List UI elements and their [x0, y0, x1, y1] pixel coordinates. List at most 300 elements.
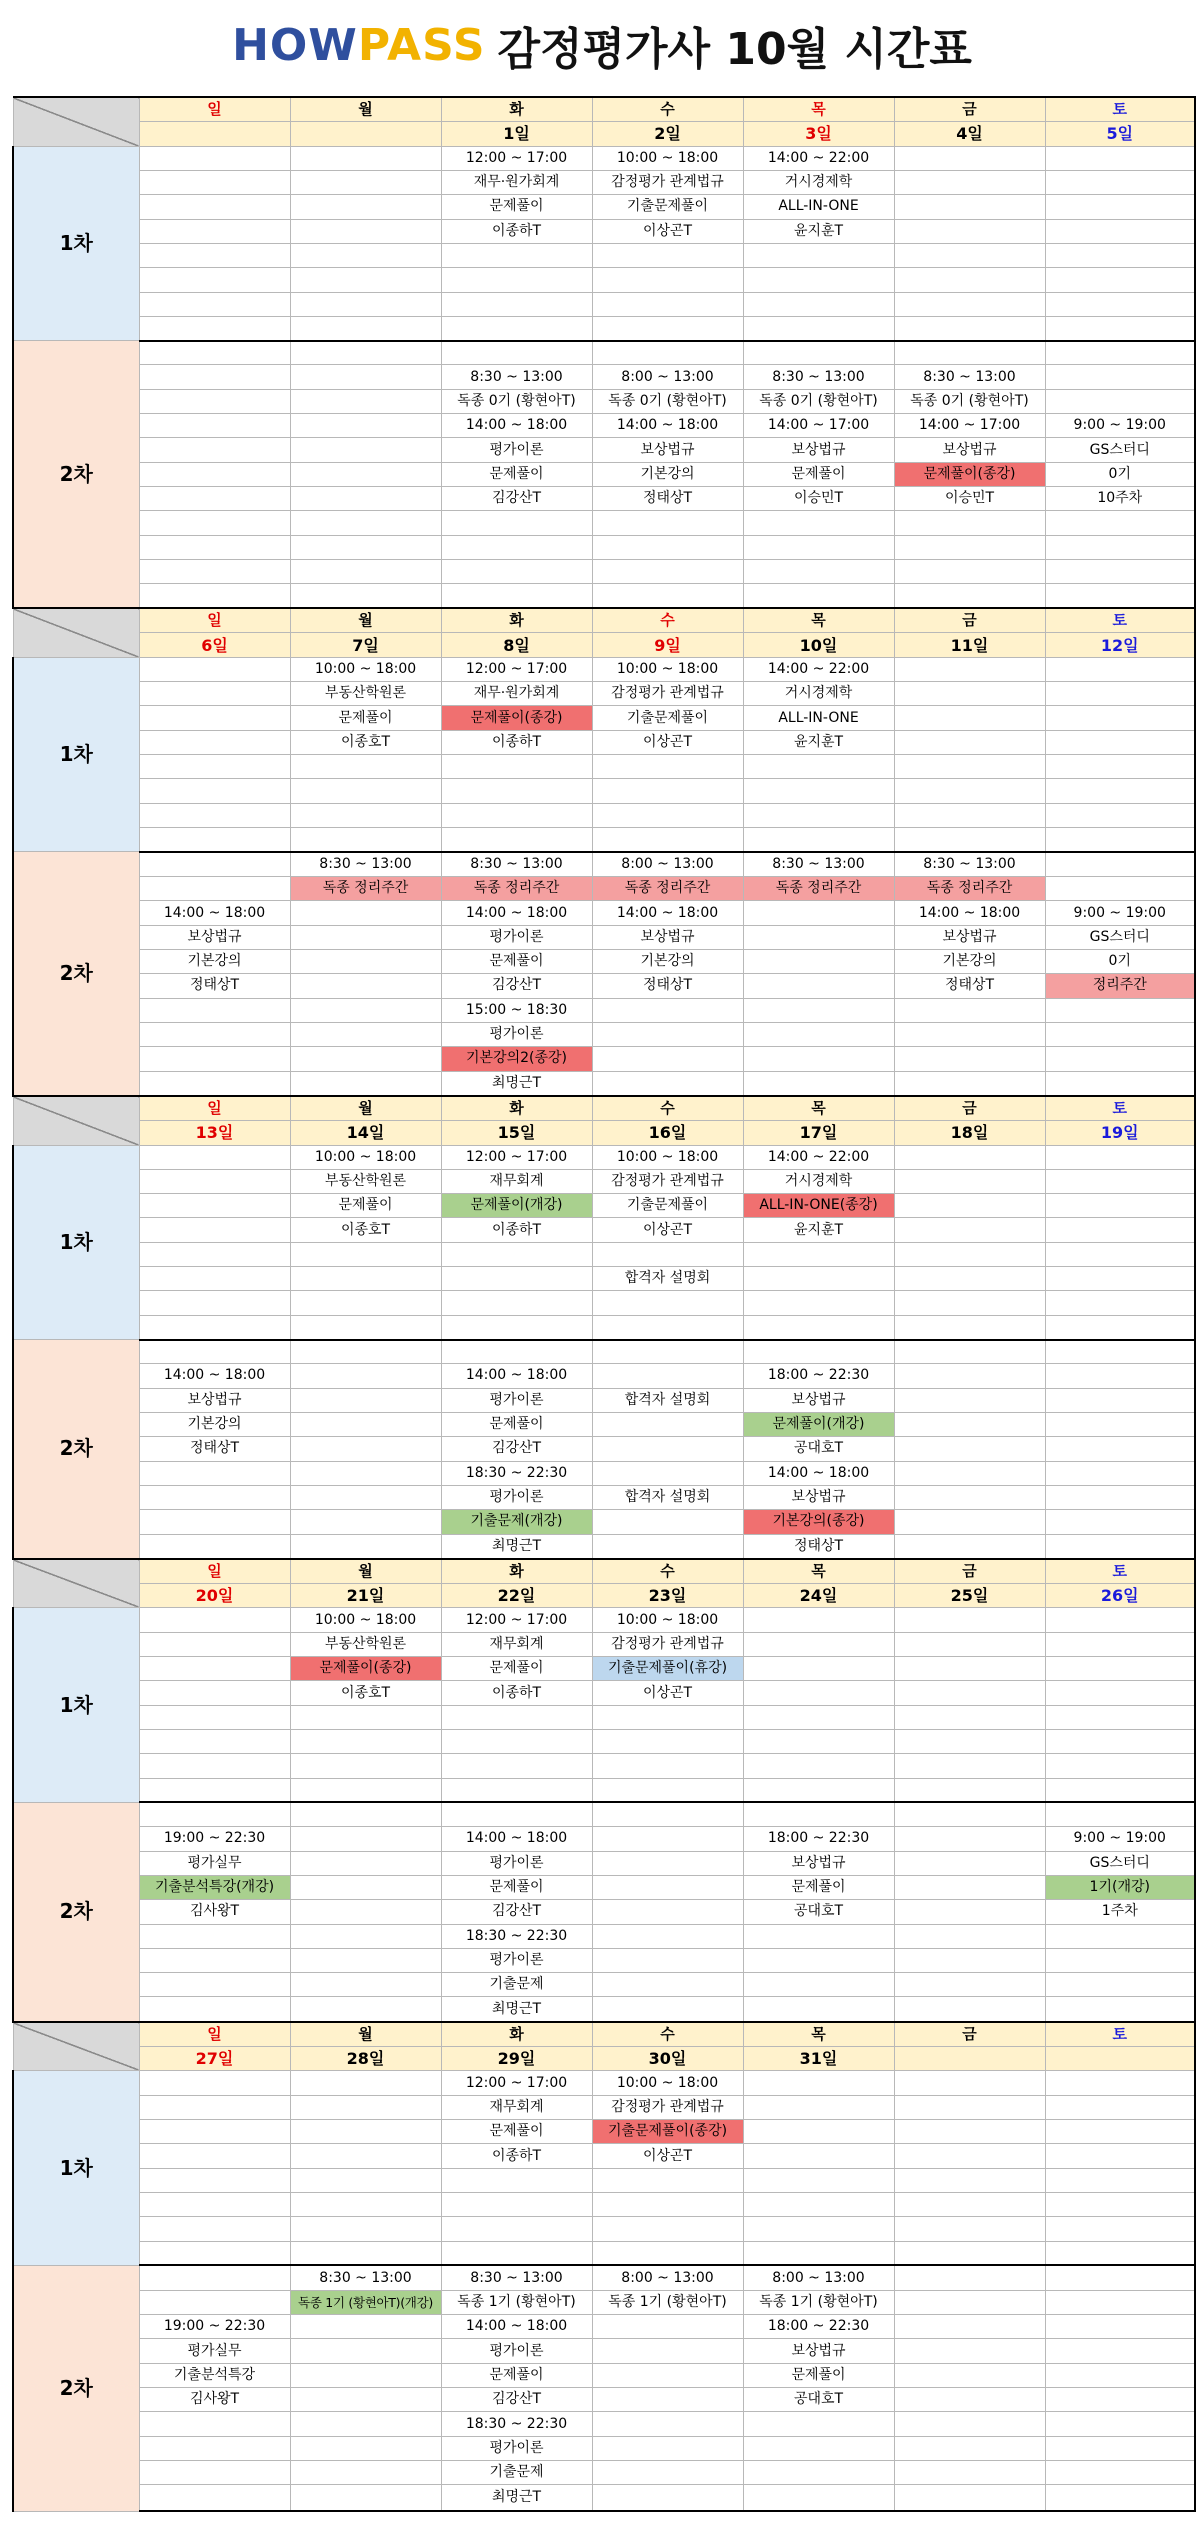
schedule-cell [894, 170, 1045, 194]
schedule-cell [592, 1851, 743, 1875]
schedule-cell [592, 1364, 743, 1388]
schedule-cell [139, 414, 290, 438]
schedule-cell [894, 1194, 1045, 1218]
schedule-cell [894, 2193, 1045, 2217]
schedule-cell [1045, 268, 1195, 292]
schedule-cell: 기출문제풀이 [592, 706, 743, 730]
schedule-cell [743, 2120, 894, 2144]
schedule-row [13, 706, 1195, 730]
date-header [139, 122, 290, 146]
schedule-cell: 문제풀이 [743, 462, 894, 486]
schedule-row [13, 2071, 1195, 2095]
date-header: 31일 [743, 2047, 894, 2071]
schedule-cell [894, 1900, 1045, 1924]
schedule-row [13, 2193, 1195, 2217]
schedule-cell: 보상법규 [592, 438, 743, 462]
schedule-cell [592, 243, 743, 267]
schedule-cell: 8:30 ~ 13:00 [894, 365, 1045, 389]
schedule-cell: 18:00 ~ 22:30 [743, 1827, 894, 1851]
schedule-row [13, 2363, 1195, 2387]
schedule-cell: 독종 정리주간 [592, 877, 743, 901]
schedule-cell: GS스터디 [1045, 438, 1195, 462]
schedule-cell [290, 584, 441, 608]
schedule-cell [139, 2217, 290, 2241]
schedule-cell [592, 1022, 743, 1046]
schedule-row [13, 487, 1195, 511]
schedule-cell [139, 657, 290, 681]
schedule-cell [894, 2436, 1045, 2460]
schedule-cell [1045, 1388, 1195, 1412]
schedule-cell: 독종 0기 (황현아T) [894, 389, 1045, 413]
schedule-cell: 이상곤T [592, 219, 743, 243]
schedule-cell: 정태상T [592, 974, 743, 998]
schedule-cell: 기출문제 [441, 1973, 592, 1997]
schedule-cell [1045, 1802, 1195, 1826]
schedule-cell [743, 1242, 894, 1266]
weekday-header: 금 [894, 97, 1045, 122]
schedule-cell [1045, 559, 1195, 583]
schedule-cell [592, 1997, 743, 2022]
schedule-cell [290, 268, 441, 292]
schedule-cell: 기출분석특강(개강) [139, 1875, 290, 1899]
schedule-cell: 8:00 ~ 13:00 [592, 852, 743, 877]
schedule-cell: 8:00 ~ 13:00 [592, 365, 743, 389]
schedule-cell [592, 1924, 743, 1948]
weekday-row [13, 1096, 1195, 1121]
schedule-row [13, 1437, 1195, 1461]
weekday-header: 월 [290, 97, 441, 122]
schedule-cell: 문제풀이 [441, 1657, 592, 1681]
schedule-cell [743, 2460, 894, 2484]
schedule-cell [290, 1071, 441, 1096]
schedule-cell [1045, 1267, 1195, 1291]
schedule-row [13, 1900, 1195, 1924]
schedule-cell [743, 925, 894, 949]
schedule-cell [1045, 803, 1195, 827]
schedule-cell [290, 1778, 441, 1802]
schedule-cell: 8:00 ~ 13:00 [743, 2265, 894, 2290]
schedule-cell: 19:00 ~ 22:30 [139, 2315, 290, 2339]
schedule-cell [1045, 1632, 1195, 1656]
schedule-cell [1045, 1778, 1195, 1802]
schedule-cell: 재무·원가회계 [441, 170, 592, 194]
schedule-cell [1045, 2363, 1195, 2387]
schedule-cell [743, 1973, 894, 1997]
schedule-row [13, 1194, 1195, 1218]
schedule-cell: 10:00 ~ 18:00 [592, 1608, 743, 1632]
schedule-cell [1045, 170, 1195, 194]
schedule-row [13, 1948, 1195, 1972]
session-label: 2차 [13, 341, 139, 608]
schedule-cell [290, 2363, 441, 2387]
schedule-cell: ALL-IN-ONE [743, 195, 894, 219]
schedule-cell [894, 1778, 1045, 1802]
schedule-row [13, 1997, 1195, 2022]
schedule-cell [139, 268, 290, 292]
schedule-cell [139, 1047, 290, 1071]
schedule-cell [894, 730, 1045, 754]
schedule-cell [290, 754, 441, 778]
schedule-cell [743, 1267, 894, 1291]
schedule-cell [743, 1802, 894, 1826]
schedule-cell [1045, 1730, 1195, 1754]
schedule-cell [139, 2120, 290, 2144]
session-label: 2차 [13, 1340, 139, 1559]
schedule-row [13, 1412, 1195, 1436]
schedule-cell [290, 974, 441, 998]
schedule-cell [592, 2193, 743, 2217]
schedule-cell [743, 584, 894, 608]
schedule-row [13, 1754, 1195, 1778]
schedule-cell [139, 584, 290, 608]
schedule-cell [743, 1632, 894, 1656]
schedule-cell: 윤지훈T [743, 1218, 894, 1242]
schedule-cell: 감정평가 관계법규 [592, 1632, 743, 1656]
schedule-row [13, 1242, 1195, 1266]
page-title [0, 0, 1204, 90]
schedule-cell [743, 1047, 894, 1071]
schedule-cell [139, 2436, 290, 2460]
schedule-cell [290, 1364, 441, 1388]
schedule-cell [1045, 827, 1195, 851]
schedule-cell [894, 1948, 1045, 1972]
schedule-cell [441, 2168, 592, 2192]
schedule-cell: 독종 0기 (황현아T) [441, 389, 592, 413]
schedule-cell [290, 1047, 441, 1071]
schedule-row [13, 1047, 1195, 1071]
schedule-cell: 문제풀이 [441, 1875, 592, 1899]
schedule-cell: 최명근T [441, 1534, 592, 1559]
weekday-header: 수 [592, 1096, 743, 1121]
schedule-cell: 기본강의 [592, 462, 743, 486]
schedule-cell [290, 535, 441, 559]
schedule-cell: 0기 [1045, 949, 1195, 973]
schedule-cell: 8:30 ~ 13:00 [290, 2265, 441, 2290]
schedule-cell [743, 2144, 894, 2168]
schedule-cell [139, 1022, 290, 1046]
schedule-cell: 10주차 [1045, 487, 1195, 511]
schedule-cell [290, 1948, 441, 1972]
schedule-cell [743, 1948, 894, 1972]
date-header [290, 122, 441, 146]
schedule-row [13, 1291, 1195, 1315]
schedule-cell [139, 754, 290, 778]
schedule-cell: 재무회계 [441, 1169, 592, 1193]
schedule-cell [894, 1730, 1045, 1754]
schedule-cell [139, 2241, 290, 2265]
schedule-cell: 재무회계 [441, 1632, 592, 1656]
schedule-cell [139, 146, 290, 170]
schedule-cell [743, 511, 894, 535]
schedule-cell [894, 316, 1045, 340]
schedule-cell [592, 2436, 743, 2460]
schedule-row [13, 998, 1195, 1022]
schedule-cell [894, 2460, 1045, 2484]
corner-cell [13, 2022, 139, 2071]
schedule-cell [290, 803, 441, 827]
schedule-cell [1045, 389, 1195, 413]
schedule-cell: 거시경제학 [743, 170, 894, 194]
schedule-cell [894, 2485, 1045, 2511]
schedule-cell [1045, 877, 1195, 901]
schedule-row [13, 2168, 1195, 2192]
weekday-header: 수 [592, 2022, 743, 2047]
date-header [1045, 2047, 1195, 2071]
schedule-row [13, 730, 1195, 754]
schedule-cell: 거시경제학 [743, 1169, 894, 1193]
schedule-cell [894, 1924, 1045, 1948]
schedule-row [13, 877, 1195, 901]
date-row [13, 122, 1195, 146]
schedule-row [13, 1705, 1195, 1729]
schedule-cell [1045, 1461, 1195, 1485]
date-header: 12일 [1045, 633, 1195, 657]
schedule-cell: 14:00 ~ 17:00 [743, 414, 894, 438]
schedule-cell [894, 1802, 1045, 1826]
schedule-cell [1045, 1437, 1195, 1461]
schedule-cell: 문제풀이(개강) [743, 1412, 894, 1436]
schedule-cell: 18:30 ~ 22:30 [441, 1924, 592, 1948]
schedule-cell [592, 1534, 743, 1559]
schedule-cell [1045, 2144, 1195, 2168]
schedule-row [13, 268, 1195, 292]
schedule-cell [1045, 365, 1195, 389]
schedule-cell [894, 2265, 1045, 2290]
schedule-cell [894, 657, 1045, 681]
schedule-cell [894, 1997, 1045, 2022]
schedule-cell [894, 292, 1045, 316]
schedule-cell: 문제풀이 [441, 195, 592, 219]
schedule-cell: 공대호T [743, 1900, 894, 1924]
schedule-cell [139, 316, 290, 340]
schedule-cell [894, 1973, 1045, 1997]
schedule-cell [290, 949, 441, 973]
schedule-cell [1045, 316, 1195, 340]
schedule-cell [139, 511, 290, 535]
schedule-row [13, 779, 1195, 803]
schedule-cell [139, 1194, 290, 1218]
schedule-cell [139, 365, 290, 389]
schedule-cell [894, 1827, 1045, 1851]
schedule-cell: 독종 1기 (황현아T) [441, 2290, 592, 2314]
schedule-row [13, 170, 1195, 194]
schedule-cell [290, 2485, 441, 2511]
schedule-cell [1045, 1997, 1195, 2022]
schedule-cell [290, 827, 441, 851]
schedule-row [13, 682, 1195, 706]
date-header: 20일 [139, 1584, 290, 1608]
schedule-cell [441, 1730, 592, 1754]
schedule-row [13, 365, 1195, 389]
schedule-cell: GS스터디 [1045, 1851, 1195, 1875]
schedule-cell: 거시경제학 [743, 682, 894, 706]
schedule-cell [139, 1461, 290, 1485]
schedule-cell: 보상법규 [743, 1485, 894, 1509]
schedule-cell [894, 2290, 1045, 2314]
schedule-row [13, 2388, 1195, 2412]
weekday-header: 일 [139, 608, 290, 633]
schedule-cell [290, 219, 441, 243]
schedule-cell: 19:00 ~ 22:30 [139, 1827, 290, 1851]
schedule-cell: 평가실무 [139, 2339, 290, 2363]
schedule-cell [139, 1608, 290, 1632]
schedule-cell [139, 389, 290, 413]
schedule-cell [139, 803, 290, 827]
schedule-cell [894, 1047, 1045, 1071]
schedule-cell: 공대호T [743, 2388, 894, 2412]
schedule-cell [290, 1534, 441, 1559]
schedule-cell: 독종 1기 (황현아T) [592, 2290, 743, 2314]
schedule-cell [290, 2339, 441, 2363]
schedule-cell [139, 195, 290, 219]
schedule-cell: 8:30 ~ 13:00 [743, 852, 894, 877]
schedule-cell [743, 754, 894, 778]
schedule-cell [894, 1485, 1045, 1509]
schedule-cell: 10:00 ~ 18:00 [592, 1145, 743, 1169]
schedule-cell [139, 1778, 290, 1802]
schedule-cell [894, 2095, 1045, 2119]
schedule-cell [290, 341, 441, 365]
schedule-cell [1045, 1340, 1195, 1364]
schedule-cell: 이상곤T [592, 1218, 743, 1242]
schedule-cell [1045, 1364, 1195, 1388]
date-header: 3일 [743, 122, 894, 146]
schedule-cell [894, 1218, 1045, 1242]
schedule-cell: 기출문제(개강) [441, 1510, 592, 1534]
weekday-header: 목 [743, 1559, 894, 1584]
schedule-row [13, 2095, 1195, 2119]
schedule-cell: 문제풀이 [441, 949, 592, 973]
schedule-cell [1045, 1242, 1195, 1266]
schedule-cell: 이상곤T [592, 1681, 743, 1705]
schedule-cell [894, 219, 1045, 243]
schedule-cell [743, 1778, 894, 1802]
weekday-header: 토 [1045, 1096, 1195, 1121]
date-header: 25일 [894, 1584, 1045, 1608]
weekday-header: 토 [1045, 2022, 1195, 2047]
schedule-cell [894, 1657, 1045, 1681]
schedule-cell [139, 852, 290, 877]
schedule-cell [1045, 706, 1195, 730]
date-header: 5일 [1045, 122, 1195, 146]
schedule-cell: 14:00 ~ 18:00 [441, 1364, 592, 1388]
schedule-cell [139, 1754, 290, 1778]
date-header: 16일 [592, 1121, 743, 1145]
schedule-cell [290, 1754, 441, 1778]
schedule-cell: 문제풀이 [743, 2363, 894, 2387]
schedule-cell: 기본강의 [894, 949, 1045, 973]
session-label: 2차 [13, 2265, 139, 2511]
schedule-row [13, 1875, 1195, 1899]
schedule-cell [441, 1242, 592, 1266]
schedule-cell: 평가실무 [139, 1851, 290, 1875]
schedule-cell [743, 803, 894, 827]
schedule-cell [592, 2363, 743, 2387]
schedule-cell [441, 827, 592, 851]
schedule-cell [290, 1827, 441, 1851]
schedule-cell [894, 1412, 1045, 1436]
schedule-cell: 14:00 ~ 18:00 [592, 901, 743, 925]
weekday-header: 일 [139, 2022, 290, 2047]
schedule-cell [139, 1534, 290, 1559]
date-header: 26일 [1045, 1584, 1195, 1608]
weekday-header: 금 [894, 1559, 1045, 1584]
schedule-cell: 14:00 ~ 18:00 [139, 1364, 290, 1388]
schedule-cell [139, 1071, 290, 1096]
schedule-cell [592, 1242, 743, 1266]
schedule-cell: 기본강의 [139, 1412, 290, 1436]
schedule-cell [894, 1315, 1045, 1339]
schedule-cell: 이상곤T [592, 2144, 743, 2168]
schedule-cell [290, 2193, 441, 2217]
schedule-cell [592, 1754, 743, 1778]
schedule-cell [894, 535, 1045, 559]
date-row [13, 633, 1195, 657]
schedule-cell: 감정평가 관계법규 [592, 2095, 743, 2119]
schedule-cell: ALL-IN-ONE(종강) [743, 1194, 894, 1218]
schedule-cell [894, 1754, 1045, 1778]
weekday-header: 화 [441, 2022, 592, 2047]
schedule-cell [441, 584, 592, 608]
schedule-cell [290, 1900, 441, 1924]
schedule-cell [290, 1291, 441, 1315]
schedule-cell [441, 1267, 592, 1291]
schedule-cell [290, 1997, 441, 2022]
schedule-cell [1045, 852, 1195, 877]
schedule-cell: 8:30 ~ 13:00 [441, 2265, 592, 2290]
schedule-cell [139, 877, 290, 901]
schedule-row [13, 438, 1195, 462]
schedule-cell [1045, 1315, 1195, 1339]
schedule-cell: 10:00 ~ 18:00 [290, 1608, 441, 1632]
schedule-cell [592, 2460, 743, 2484]
schedule-cell [139, 2485, 290, 2511]
schedule-row [13, 1681, 1195, 1705]
schedule-cell [894, 243, 1045, 267]
schedule-cell [743, 2217, 894, 2241]
schedule-cell [139, 1291, 290, 1315]
schedule-cell [894, 827, 1045, 851]
weekday-header: 금 [894, 2022, 1045, 2047]
schedule-cell: GS스터디 [1045, 925, 1195, 949]
schedule-cell [139, 1705, 290, 1729]
schedule-cell [441, 2217, 592, 2241]
schedule-cell [743, 998, 894, 1022]
schedule-cell [139, 706, 290, 730]
schedule-row [13, 2485, 1195, 2511]
schedule-cell [139, 998, 290, 1022]
schedule-row [13, 2120, 1195, 2144]
schedule-row [13, 341, 1195, 365]
schedule-cell [290, 1851, 441, 1875]
schedule-cell [1045, 682, 1195, 706]
schedule-cell: 이승민T [894, 487, 1045, 511]
weekday-row [13, 97, 1195, 122]
schedule-cell [1045, 2265, 1195, 2290]
date-header: 21일 [290, 1584, 441, 1608]
date-header: 14일 [290, 1121, 441, 1145]
schedule-cell [592, 559, 743, 583]
schedule-cell: 감정평가 관계법규 [592, 1169, 743, 1193]
schedule-cell [592, 1047, 743, 1071]
corner-cell [13, 97, 139, 146]
schedule-cell [743, 779, 894, 803]
weekday-header: 일 [139, 1096, 290, 1121]
schedule-cell [290, 1242, 441, 1266]
weekday-header: 목 [743, 1096, 894, 1121]
schedule-cell [139, 1485, 290, 1509]
schedule-row [13, 2315, 1195, 2339]
